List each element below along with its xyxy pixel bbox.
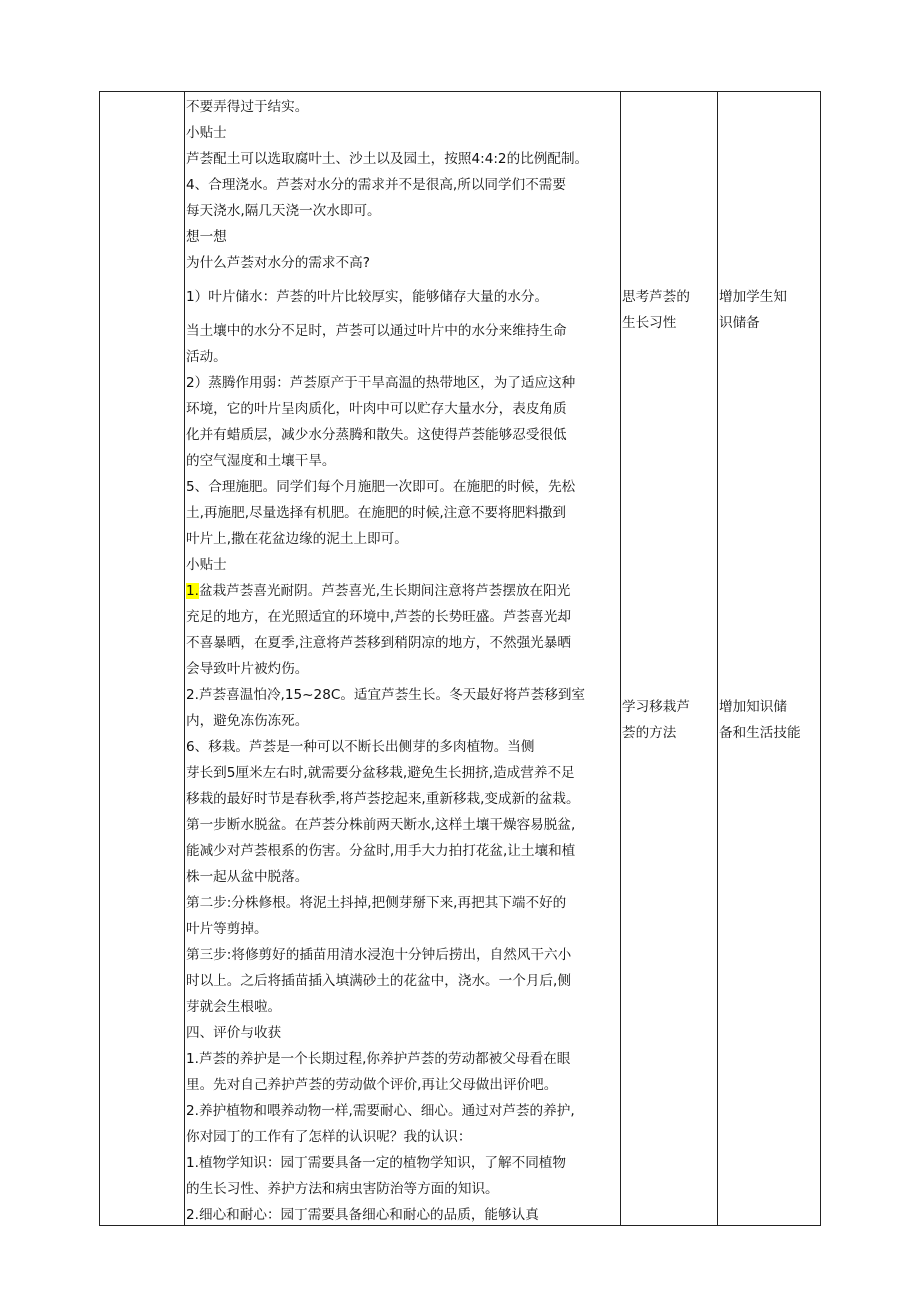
intent-line: 增加知识储 — [719, 699, 787, 715]
student-activity-2 — [622, 694, 716, 746]
text-line: 1.芦荟的养护是一个长期过程,你养护芦荟的劳动都被父母看在眼 — [186, 1051, 571, 1067]
text-line: 活动。 — [186, 349, 227, 365]
section-heading: 四、评价与收获 — [186, 1025, 282, 1041]
text-line: 每天浇水,隔几天浇一次水即可。 — [186, 203, 381, 219]
text-line: 移栽的最好时节是春秋季,将芦荟挖起来,重新移栽,变成新的盆栽。 — [186, 791, 580, 807]
text-line: 当土壤中的水分不足时，芦荟可以通过叶片中的水分来维持生命 — [186, 323, 567, 339]
text-line: 株一起从盆中脱落。 — [186, 869, 309, 885]
text-line: 2）蒸腾作用弱：芦荟原产于干旱高温的热带地区，为了适应这种 — [186, 375, 576, 391]
text-line: 环境，它的叶片呈肉质化，叶肉中可以贮存大量水分，表皮角质 — [186, 401, 567, 417]
text-line: 为什么芦荟对水分的需求不高? — [186, 255, 370, 271]
text-line: 能减少对芦荟根系的伤害。分盆时,用手大力拍打花盆,让土壤和植 — [186, 843, 576, 859]
table-border-right — [820, 91, 821, 1226]
think-heading: 想一想 — [186, 229, 227, 245]
table-border-left — [99, 91, 100, 1226]
intent-line: 识储备 — [719, 315, 760, 331]
text-line: 4、合理浇水。芦荟对水分的需求并不是很高,所以同学们不需要 — [186, 177, 566, 193]
text-line: 充足的地方，在光照适宜的环境中,芦荟的长势旺盛。芦荟喜光却 — [186, 609, 571, 625]
activity-line: 荟的方法 — [622, 725, 677, 741]
table-col-divider-2 — [620, 91, 621, 1226]
text-line: 芽就会生根啦。 — [186, 999, 282, 1015]
text-line: 2.细心和耐心：园丁需要具备细心和耐心的品质，能够认真 — [186, 1207, 539, 1223]
text-line: 里。先对自己养护芦荟的劳动做个评价,再让父母做出评价吧。 — [186, 1077, 558, 1093]
text-line: 的生长习性、养护方法和病虫害防治等方面的知识。 — [186, 1181, 499, 1197]
text-line: 土,再施肥,尽量选择有机肥。在施肥的时候,注意不要将肥料撒到 — [186, 505, 566, 521]
text-line: 第一步断水脱盆。在芦荟分株前两天断水,这样土壤干燥容易脱盆, — [186, 817, 576, 833]
text-line: 叶片上,撒在花盆边缘的泥土上即可。 — [186, 531, 408, 547]
text-line: 芦荟配土可以选取腐叶土、沙土以及园土，按照4:4:2的比例配制。 — [186, 151, 589, 167]
tip-heading: 小贴士 — [186, 557, 227, 573]
text-line: 6、移栽。芦荟是一种可以不断长出侧芽的多肉植物。当侧 — [186, 739, 535, 755]
text-line: 不要弄得过于结实。 — [186, 99, 309, 115]
activity-line: 生长习性 — [622, 315, 677, 331]
text-line: 芽长到5厘米左右时,就需要分盆移栽,避免生长拥挤,造成营养不足 — [186, 765, 575, 781]
tip-heading: 小贴士 — [186, 125, 227, 141]
text-line: 不喜暴晒，在夏季,注意将芦荟移到稍阴凉的地方，不然强光暴晒 — [186, 635, 571, 651]
intent-line: 备和生活技能 — [719, 725, 801, 741]
text-line: 5、合理施肥。同学们每个月施肥一次即可。在施肥的时候，先松 — [186, 479, 576, 495]
student-activity-1 — [622, 284, 716, 336]
highlight-marker: 1. — [186, 583, 199, 599]
text-line: 内，避免冻伤冻死。 — [186, 713, 309, 729]
table-col-divider-3 — [717, 91, 718, 1226]
text-line: 1）叶片储水：芦荟的叶片比较厚实，能够储存大量的水分。 — [186, 289, 549, 305]
text-line: 1.植物学知识：园丁需要具备一定的植物学知识，了解不同植物 — [186, 1155, 566, 1171]
text-line: 会导致叶片被灼伤。 — [186, 661, 309, 677]
text-line-rest: 盆栽芦荟喜光耐阴。芦荟喜光,生长期间注意将芦荟摆放在阳光 — [198, 583, 571, 599]
design-intent-1 — [719, 284, 819, 336]
text-line: 时以上。之后将插苗插入填满砂土的花盆中，浇水。一个月后,侧 — [186, 973, 571, 989]
text-line: 的空气湿度和土壤干旱。 — [186, 453, 336, 469]
text-line: 2.养护植物和喂养动物一样,需要耐心、细心。通过对芦荟的养护, — [186, 1103, 575, 1119]
text-line: 2.芦荟喜温怕冷,15~28C。适宜芦荟生长。冬天最好将芦荟移到室 — [186, 687, 586, 703]
design-intent-2 — [719, 694, 819, 746]
text-line: 叶片等剪掉。 — [186, 921, 268, 937]
activity-line: 学习移栽芦 — [622, 699, 690, 715]
intent-line: 增加学生知 — [719, 289, 787, 305]
table-col-divider-1 — [184, 91, 185, 1226]
table-border-top — [99, 91, 821, 92]
text-line — [186, 578, 618, 604]
text-line: 第三步:将修剪好的插苗用清水浸泡十分钟后捞出，自然风干六小 — [186, 947, 572, 963]
text-line: 你对园丁的工作有了怎样的认识呢？我的认识： — [186, 1129, 472, 1145]
lesson-content-column — [186, 94, 618, 1228]
text-line: 第二步:分株修根。将泥土抖掉,把侧芽掰下来,再把其下端不好的 — [186, 895, 567, 911]
text-line: 化并有蜡质层，减少水分蒸腾和散失。这使得芦荟能够忍受很低 — [186, 427, 567, 443]
activity-line: 思考芦荟的 — [622, 289, 690, 305]
